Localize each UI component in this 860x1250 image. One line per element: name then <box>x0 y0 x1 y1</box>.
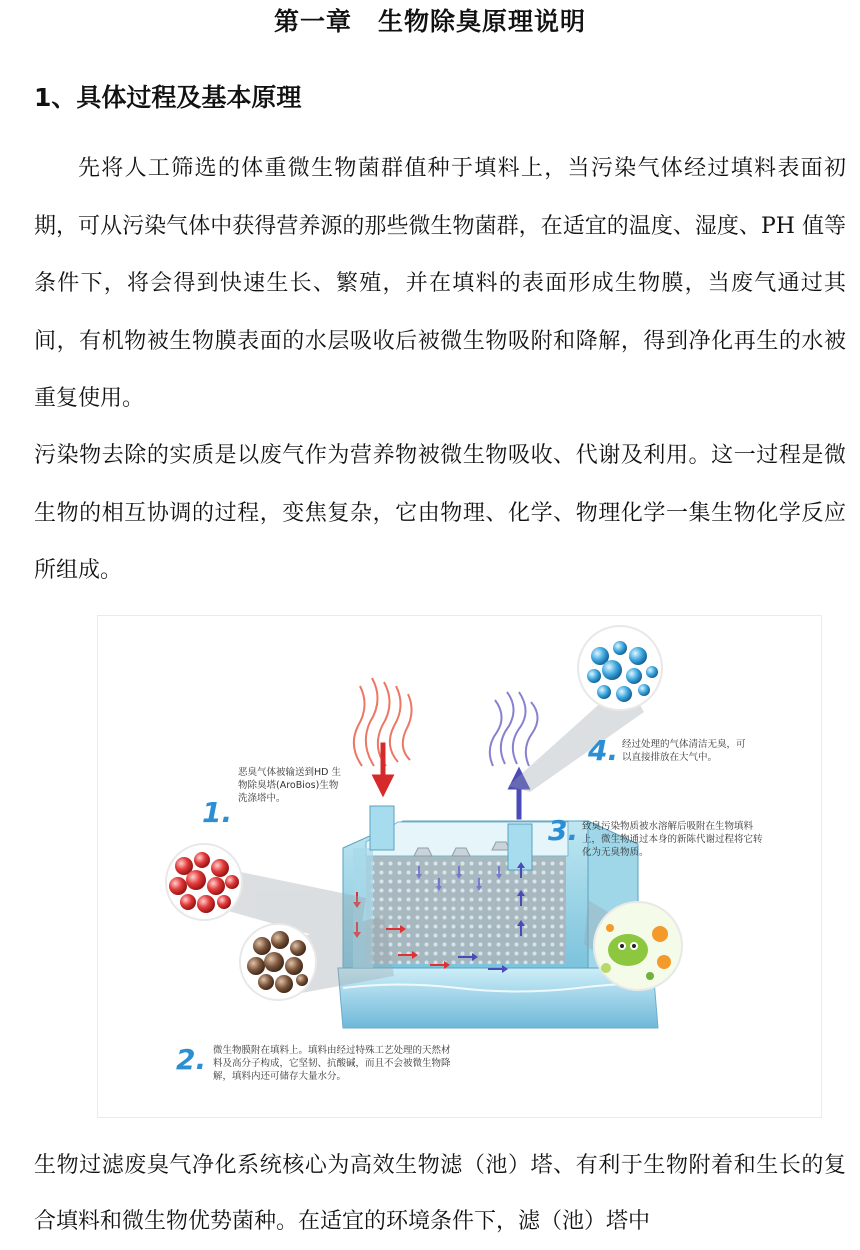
microbe-bubble <box>594 902 682 990</box>
biofilter-tower-illustration <box>98 616 821 1117</box>
inlet-arrow <box>374 744 392 794</box>
callout-number-2: 2. <box>176 1043 207 1076</box>
callout-text-3: 致臭污染物质被水溶解后吸附在生物填料上，微生物通过本身的新陈代谢过程将它转化为无臭物质。 <box>582 821 763 858</box>
callout-text-2: 微生物膜附在填料上。填料由经过特殊工艺处理的天然材料及高分子构成，它坚韧、抗酸碱，而且不会被微生物降解，填料内还可储存大量水分。 <box>213 1045 451 1082</box>
odor-molecule-bubble <box>166 844 242 920</box>
callout-number-4: 4. <box>588 734 619 767</box>
clean-gas-bubble <box>578 626 662 710</box>
inlet-pipe <box>370 806 394 850</box>
callout-number-1: 1. <box>202 796 233 829</box>
callout-text-4: 经过处理的气体清洁无臭，可以直接排放在大气中。 <box>622 739 746 763</box>
outlet-pipe <box>508 824 532 870</box>
clean-exhaust-gas <box>490 692 538 766</box>
process-figure <box>97 615 822 1118</box>
filler-material-bubble <box>240 924 316 1000</box>
paragraph-principle: 先将人工筛选的体重微生物菌群值种于填料上，当污染气体经过填料表面初期，可从污染气体中获得营养源的那些微生物菌群，在适宜的温度、湿度、PH 值等条件下，将会得到快速生长、繁殖，并在填料的表面形成生物膜，当废气通过其间，有机物被生物膜表面的水层吸收后被微生物吸附和降解，得到净化再生的水被重复使用。 <box>34 156 846 411</box>
paragraph-essence: 污染物去除的实质是以废气作为营养物被微生物吸收、代谢及利用。这一过程是微生物的相互协调的过程，变焦复杂，它由物理、化学、物理化学一集生物化学反应所组成。 <box>34 443 846 583</box>
paragraph-core-system: 生物过滤废臭气净化系统核心为高效生物滤（池）塔、有利于生物附着和生长的复合填料和微生物优势菌种。在适宜的环境条件下，滤（池）塔中 <box>34 1153 846 1234</box>
chapter-title: 第一章 生物除臭原理说明 <box>273 7 586 36</box>
callout-text-1: 恶臭气体被输送到HD 生物除臭塔(AroBios)生物洗涤塔中。 <box>238 767 341 804</box>
section-title: 1、具体过程及基本原理 <box>34 83 302 112</box>
callout-number-3: 3. <box>548 814 579 847</box>
